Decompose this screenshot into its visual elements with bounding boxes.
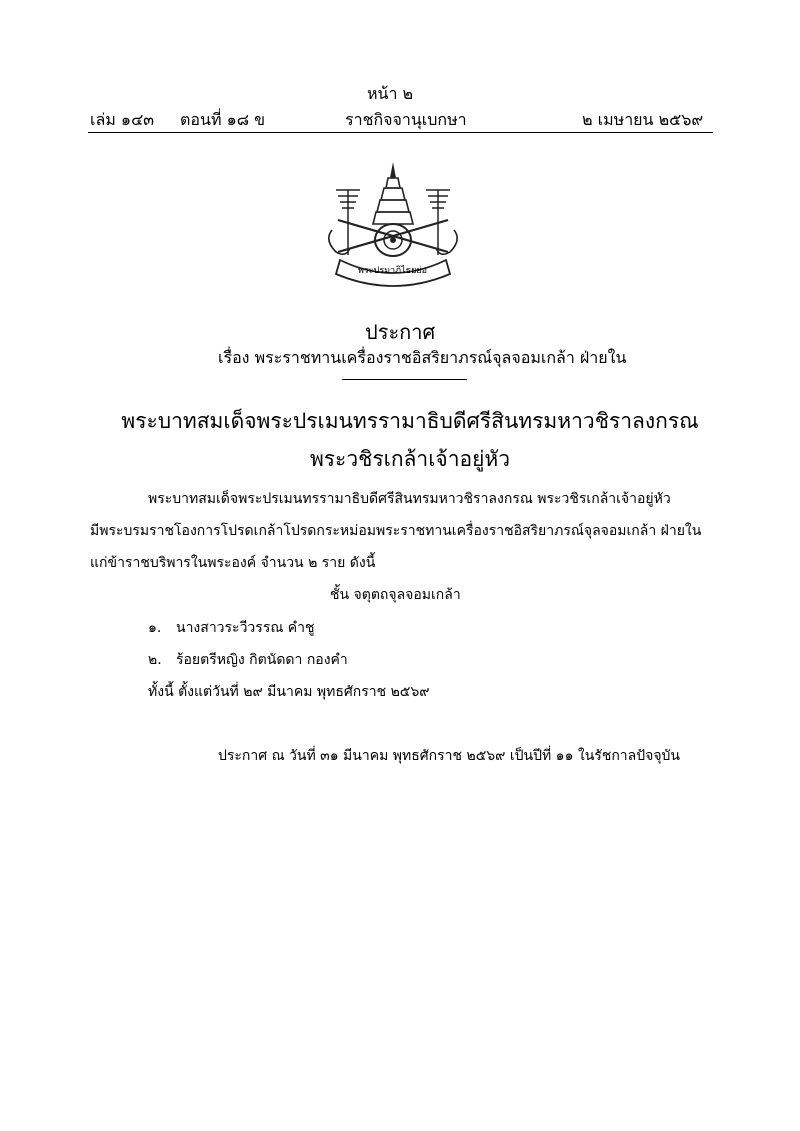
king-name-line1: พระบาทสมเด็จพระปรเมนทรรามาธิบดีศรีสินทรมหาวชิราลงกรณ xyxy=(121,409,699,433)
class-heading: ชั้น จตุตถจุลจอมเกล้า xyxy=(330,587,461,603)
title-rule xyxy=(342,379,467,380)
header-rule xyxy=(88,132,713,133)
effective-date: ทั้งนี้ ตั้งแต่วันที่ ๒๙ มีนาคม พุทธศักราช ๒๕๖๙ xyxy=(148,684,430,700)
announcement-date: ประกาศ ณ วันที่ ๓๑ มีนาคม พุทธศักราช ๒๕๖๙ เป็นปีที่ ๑๑ ในรัชกาลปัจจุบัน xyxy=(218,748,680,764)
publication-date: ๒ เมษายน ๒๕๖๙ xyxy=(582,110,704,129)
recipient-name: นางสาวระวีวรรณ คำชู xyxy=(176,620,315,636)
recipient-name: ร้อยตรีหญิง กิตนัดดา กองคำ xyxy=(176,652,348,668)
body-line-1: พระบาทสมเด็จพระปรเมนทรรามาธิบดีศรีสินทรมหาวชิราลงกรณ พระวชิรเกล้าเจ้าอยู่หัว xyxy=(148,491,671,507)
announcement-subject: เรื่อง พระราชทานเครื่องราชอิสริยาภรณ์จุลจอมเกล้า ฝ่ายใน xyxy=(218,348,627,367)
page-number: หน้า ๒ xyxy=(367,84,414,103)
king-name-line2: พระวชิรเกล้าเจ้าอยู่หัว xyxy=(309,447,511,471)
body-line-3: แก่ข้าราชบริพารในพระองค์ จำนวน ๒ ราย ดังนี้ xyxy=(90,555,376,571)
royal-emblem-icon xyxy=(318,160,468,290)
recipient-number: ๒. xyxy=(148,652,162,668)
recipient-number: ๑. xyxy=(148,620,162,636)
emblem-motto: พระปรมาภิไธยย่อ xyxy=(358,266,428,276)
body-line-2: มีพระบรมราชโองการโปรดเกล้าโปรดกระหม่อมพระราชทานเครื่องราชอิสริยาภรณ์จุลจอมเกล้า ฝ่ายใน xyxy=(90,523,702,539)
section-number: ตอนที่ ๑๘ ข xyxy=(180,110,266,129)
announcement-title: ประกาศ xyxy=(365,320,436,344)
volume-number: เล่ม ๑๔๓ xyxy=(90,110,155,129)
publication-name: ราชกิจจานุเบกษา xyxy=(345,110,467,129)
